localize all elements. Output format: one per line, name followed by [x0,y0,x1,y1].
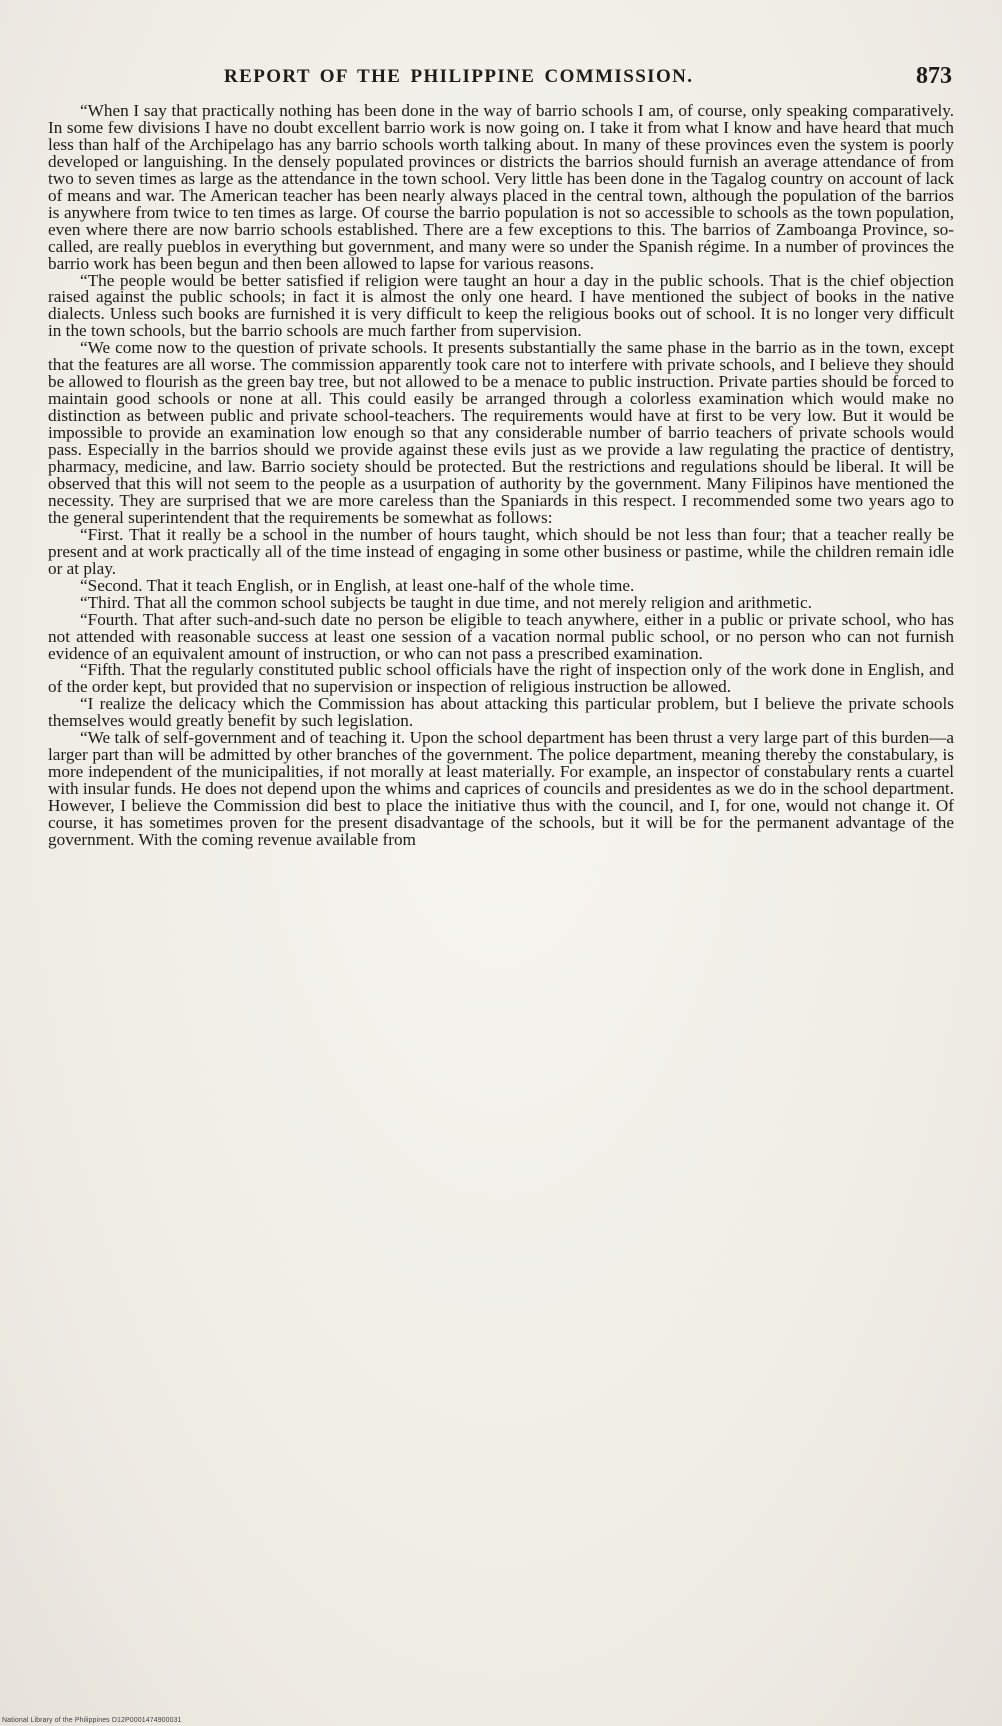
scan-footer: National Library of the Philippines D12P0001474900031 [2,1717,182,1724]
paragraph-self-government: “We talk of self-government and of teaching it. Upon the school department has been thrust a very large part of this burden—a larger part than will be admitted by other branches of the government. The police department, meaning thereby the constabulary, is more independent of the municipalities, if not morally at least materially. For example, an inspector of constabulary rents a cuartel with insular funds. He does not depend upon the whims and caprices of councils and presidentes as we do in the school department. However, I believe the Commission did best to place the initiative thus with the council, and I, for one, would not change it. Of course, it has sometimes proven for the present disadvantage of the schools, but it will be for the permanent advantage of the government. With the coming revenue available from [48,728,954,849]
paragraph-requirement-fourth: “Fourth. That after such-and-such date no person be eligible to teach anywhere, either in a public or private school, who has not attended with reasonable success at least one session of a vacation normal public school, or no person who can not furnish evidence of an equivalent amount of instruction, or who can not pass a prescribed examination. [48,609,954,663]
paragraph-requirement-third: “Third. That all the common school subjects be taught in due time, and not merely religion and arithmetic. [80,592,812,612]
paragraph-requirement-second: “Second. That it teach English, or in English, at least one-half of the whole time. [80,575,635,595]
body-text [48,103,954,849]
paragraph-delicacy: “I realize the delicacy which the Commission has about attacking this particular problem, but I believe the private schools themselves would greatly benefit by such legislation. [48,694,954,731]
paragraph-barrio-schools: “When I say that practically nothing has been done in the way of barrio schools I am, of course, only speaking comparatively. In some few divisions I have no doubt excellent barrio work is now going on. I take it from what I know and have heard that much less than half of the Archipelago has any barrio schools worth talking about. In many of these provinces even the system is poorly developed or languishing. In the densely populated provinces or districts the barrios should furnish an average attendance of from two to seven times as large as the attendance in the town school. Very little has been done in the Tagalog country on account of lack of means and war. The American teacher has been nearly always placed in the central town, although the population of the barrios is anywhere from twice to ten times as large. Of course the barrio population is not so accessible to schools as the town population, even where there are now barrio schools established. There are a few exceptions to this. The barrios of Zamboanga Province, so-called, are really pueblos in everything but government, and many were so under the Spanish régime. In a number of provinces the barrio work has been begun and then been allowed to lapse for various reasons. [48,101,954,273]
paragraph-requirement-fifth: “Fifth. That the regularly constituted public school officials have the right of inspection only of the work done in English, and of the order kept, but provided that no supervision or inspection of religious instruction be allowed. [48,660,954,697]
running-head: REPORT OF THE PHILIPPINE COMMISSION. [224,66,694,87]
page-header [48,63,952,96]
paragraph-private-schools: “We come now to the question of private schools. It presents substantially the same phase in the barrio as in the town, except that the features are all worse. The commission apparently took care not to interfere with private schools, and I believe they should be allowed to flourish as the green bay tree, but not allowed to be a menace to public instruction. Private parties should be forced to maintain good schools or none at all. This could easily be arranged through a colorless examination which would make no distinction as between public and private school-teachers. The requirements would have at first to be very low. But it would be impossible to provide an examination low enough so that any considerable number of barrio teachers of private schools would pass. Especially in the barrios should we provide against these evils just as we provide a law regulating the practice of dentistry, pharmacy, medicine, and law. Barrio society should be protected. But the restrictions and regulations should be liberal. It will be observed that this will not seem to the people as a usurpation of authority by the government. Many Filipinos have mentioned the necessity. They are surprised that we are more careless than the Spaniards in this respect. I recommended some two years ago to the general superintendent that the requirements be somewhat as follows: [48,338,954,527]
paragraph-religion: “The people would be better satisfied if religion were taught an hour a day in the public schools. That is the chief objection raised against the public schools; in fact it is almost the only one heard. I have mentioned the subject of books in the native dialects. Unless such books are furnished it is very difficult to keep the religious books out of school. It is no longer very difficult in the town schools, but the barrio schools are much farther from supervision. [48,270,954,341]
page-number: 873 [916,63,952,89]
paragraph-requirement-first: “First. That it really be a school in the number of hours taught, which should be not less than four; that a teacher really be present and at work practically all of the time instead of engaging in some other business or pastime, while the children remain idle or at play. [48,524,954,578]
